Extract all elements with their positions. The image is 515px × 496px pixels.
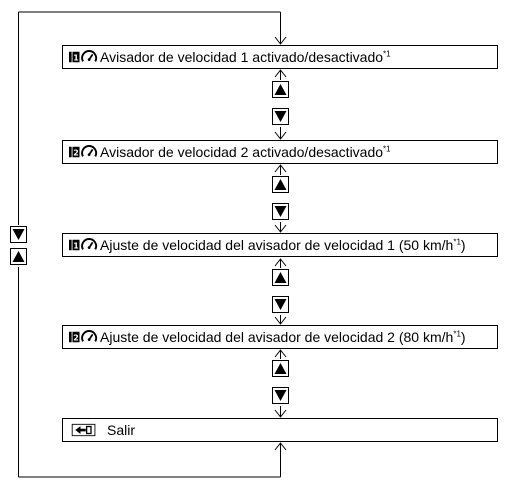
up-button-3[interactable] xyxy=(272,269,289,286)
triangle-down-icon xyxy=(273,297,288,312)
loop-down-button[interactable] xyxy=(10,226,27,243)
down-button-1[interactable] xyxy=(272,108,289,125)
triangle-up-icon xyxy=(11,249,26,264)
menu-item-label: Ajuste de velocidad del avisador de velocidad 1 (50 $km/h^{*1}$) xyxy=(100,237,466,253)
svg-text:2: 2 xyxy=(73,148,79,158)
triangle-up-icon xyxy=(273,82,288,97)
menu-item-label: Avisador de velocidad 2 activado/desactivado$^{*1}$ xyxy=(100,144,391,160)
triangle-down-icon xyxy=(273,109,288,124)
triangle-up-icon xyxy=(273,361,288,376)
loop-up-button[interactable] xyxy=(10,248,27,265)
triangle-down-icon xyxy=(11,227,26,242)
menu-item-speed-alert-1-setting[interactable] xyxy=(62,233,498,257)
exit-icon xyxy=(69,423,99,437)
menu-item-exit[interactable] xyxy=(62,418,498,442)
menu-item-label: Salir xyxy=(107,422,136,438)
svg-text:1: 1 xyxy=(73,241,79,251)
menu-item-speed-alert-1-toggle[interactable] xyxy=(62,45,498,69)
menu-item-label: Ajuste de velocidad del avisador de velocidad 2 (80 $km/h^{*1}$) xyxy=(100,329,466,345)
down-button-3[interactable] xyxy=(272,296,289,313)
speed-alert-1-icon xyxy=(66,238,100,252)
triangle-up-icon xyxy=(273,270,288,285)
menu-item-speed-alert-2-toggle[interactable] xyxy=(62,140,498,164)
up-button-4[interactable] xyxy=(272,360,289,377)
down-button-4[interactable] xyxy=(272,387,289,404)
triangle-down-icon xyxy=(273,204,288,219)
speed-alert-2-icon xyxy=(66,145,100,159)
speed-alert-2-icon xyxy=(66,330,100,344)
up-button-2[interactable] xyxy=(272,176,289,193)
svg-text:2: 2 xyxy=(73,333,79,343)
triangle-down-icon xyxy=(273,388,288,403)
triangle-up-icon xyxy=(273,177,288,192)
down-button-2[interactable] xyxy=(272,203,289,220)
menu-item-speed-alert-2-setting[interactable] xyxy=(62,325,498,349)
svg-text:1: 1 xyxy=(73,53,79,63)
up-button-1[interactable] xyxy=(272,81,289,98)
speed-alert-1-icon xyxy=(66,50,100,64)
menu-item-label: Avisador de velocidad 1 activado/desactivado$^{*1}$ xyxy=(100,49,391,65)
